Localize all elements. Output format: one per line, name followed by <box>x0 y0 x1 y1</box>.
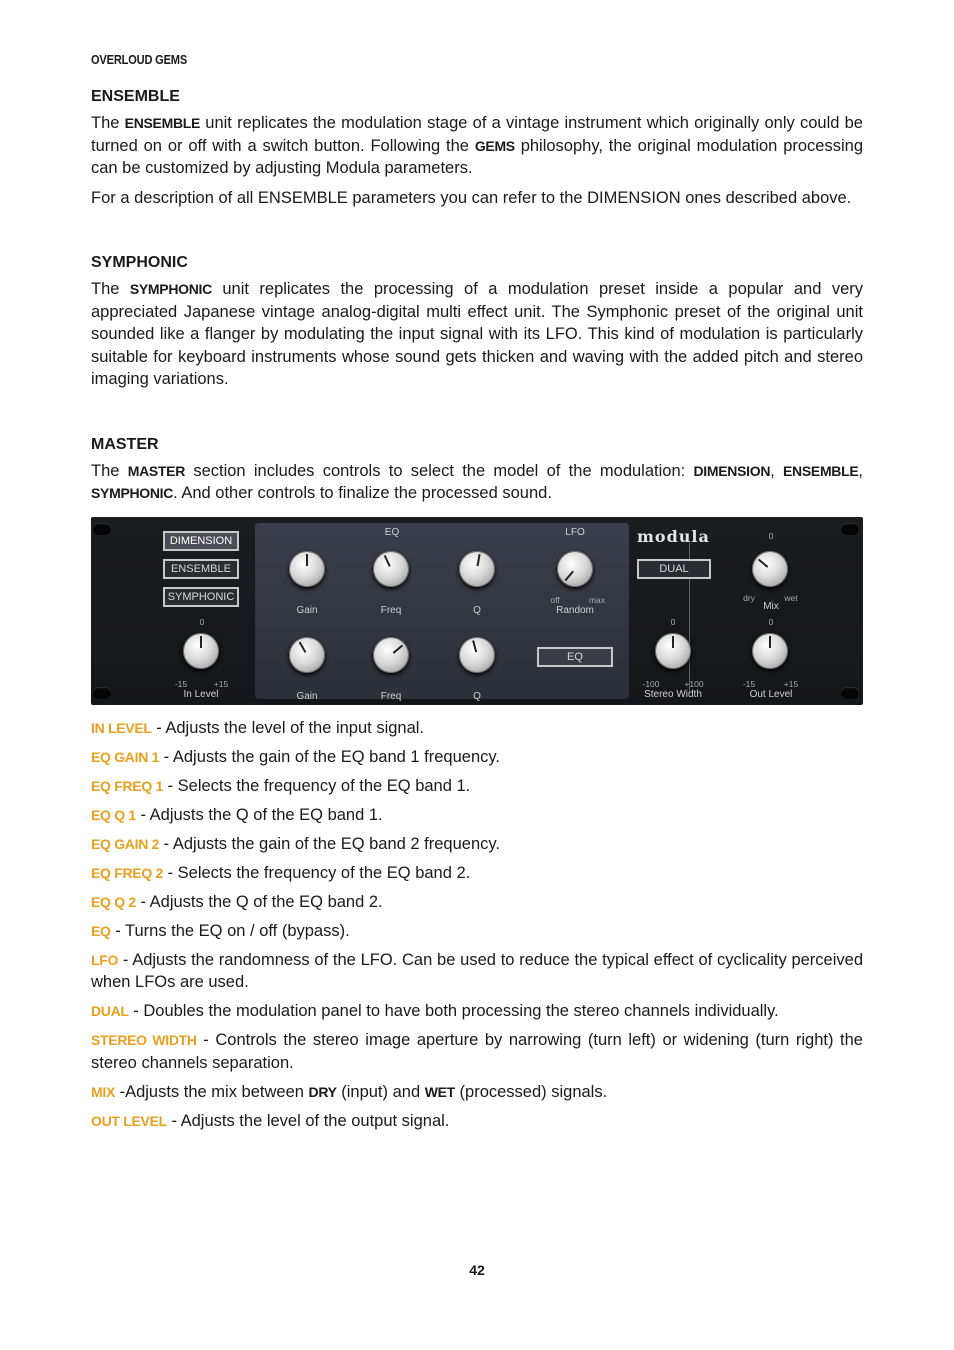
definition-item: DUAL - Doubles the modulation panel to have both processing the stereo channels individually. <box>91 1002 779 1020</box>
eq-freq-2-knob[interactable] <box>373 637 409 673</box>
definition-term: EQ Q 1 <box>91 806 136 823</box>
master-paragraph: The MASTER section includes controls to select the model of the modulation: DIMENSION, ENSEMBLE, SYMPHONIC. And other controls to finalize the processed sound. <box>91 461 863 502</box>
definition-item: STEREO WIDTH - Controls the stereo image aperture by narrowing (turn left) or widening (turn right) the stereo channels separation. <box>91 1031 863 1072</box>
definition-term: EQ <box>91 922 111 939</box>
eq-q-1-knob[interactable] <box>459 551 495 587</box>
symphonic-button[interactable]: SYMPHONIC <box>163 587 239 607</box>
modula-logo: modula <box>637 526 710 546</box>
freq-label: Freq <box>380 690 402 702</box>
definition-term: MIX <box>91 1083 115 1100</box>
definition-term: EQ GAIN 2 <box>91 835 160 852</box>
definition-item: EQ Q 2 - Adjusts the Q of the EQ band 2. <box>91 892 383 911</box>
definition-item-mix: MIX -Adjusts the mix between DRY (input) and WET (processed) signals. <box>91 1082 608 1101</box>
parameter-definitions <box>91 717 863 1133</box>
dimension-button[interactable]: DIMENSION <box>163 531 239 551</box>
keyword-symphonic: SYMPHONIC <box>129 281 212 297</box>
ensemble-paragraph-2: For a description of all ENSEMBLE parameters you can refer to the DIMENSION ones described above. <box>91 188 852 207</box>
lfo-random-knob[interactable] <box>557 551 593 587</box>
eq-freq-1-knob[interactable] <box>373 551 409 587</box>
out-level-label: Out Level <box>749 688 793 700</box>
definition-term: STEREO WIDTH <box>91 1032 197 1048</box>
in-level-knob[interactable] <box>183 633 219 669</box>
definition-term: DUAL <box>91 1003 129 1019</box>
stereo-width-knob[interactable] <box>655 633 691 669</box>
definition-item: EQ Q 1 - Adjusts the Q of the EQ band 1. <box>91 805 383 824</box>
keyword-gems: GEMS <box>474 137 515 154</box>
definition-term: OUT LEVEL <box>91 1112 167 1129</box>
out-level-knob[interactable] <box>752 633 788 669</box>
mix-knob[interactable] <box>752 551 788 587</box>
definition-item: EQ - Turns the EQ on / off (bypass). <box>91 921 350 940</box>
rack-screw-icon <box>93 523 111 535</box>
eq-lfo-section: EQ LFO Gain Freq Q Gain Freq Q off max Random EQ <box>255 523 629 699</box>
ensemble-paragraph-1: The ENSEMBLE unit replicates the modulation stage of a vintage instrument which originally only could be turned on or off with a switch button. Following the GEMS philosophy, the original modulation processing can be customized by adjusting Modula parameters. <box>91 114 863 177</box>
eq-gain-2-knob[interactable] <box>289 637 325 673</box>
definition-term: EQ FREQ 2 <box>91 864 163 881</box>
in-level-label: In Level <box>183 688 219 700</box>
definition-item: EQ FREQ 1 - Selects the frequency of the EQ band 1. <box>91 776 471 795</box>
stereo-width-label: Stereo Width <box>644 688 702 700</box>
eq-title: EQ <box>384 526 400 538</box>
modula-plugin-panel: DIMENSION ENSEMBLE SYMPHONIC 0 -15 +15 In Level EQ LFO Gain Freq Q Gain Freq Q off max Random EQ modula DUAL 0 -100 +100 Stereo Width 0 dry wet Mix 0 -15 +15 Out Level <box>91 517 863 705</box>
definition-term: LFO <box>91 951 119 968</box>
eq-gain-1-knob[interactable] <box>289 551 325 587</box>
gain-label: Gain <box>296 690 318 702</box>
eq-q-2-knob[interactable] <box>459 637 495 673</box>
gain-label: Gain <box>296 604 318 616</box>
lfo-title: LFO <box>565 526 585 538</box>
master-heading: MASTER <box>91 435 159 453</box>
rack-screw-icon <box>93 687 111 699</box>
symphonic-heading: SYMPHONIC <box>91 254 188 271</box>
definition-term: EQ FREQ 1 <box>91 777 163 794</box>
q-label: Q <box>473 604 481 616</box>
rack-screw-icon <box>841 523 859 535</box>
definition-term: EQ Q 2 <box>91 893 136 910</box>
definition-item: IN LEVEL - Adjusts the level of the input signal. <box>91 718 425 737</box>
freq-label: Freq <box>380 604 402 616</box>
definition-item-out-level: OUT LEVEL - Adjusts the level of the output signal. <box>91 1111 450 1130</box>
definition-item: EQ GAIN 2 - Adjusts the gain of the EQ band 2 frequency. <box>91 834 501 853</box>
page-number: 42 <box>469 1262 485 1278</box>
dual-button[interactable]: DUAL <box>637 559 711 579</box>
ensemble-heading: ENSEMBLE <box>91 88 180 105</box>
rack-screw-icon <box>841 687 859 699</box>
definition-item: EQ FREQ 2 - Selects the frequency of the EQ band 2. <box>91 863 471 882</box>
definition-term: IN LEVEL <box>91 719 152 736</box>
q-label: Q <box>473 690 481 702</box>
definition-item: EQ GAIN 1 - Adjusts the gain of the EQ band 1 frequency. <box>91 747 501 766</box>
symphonic-paragraph: The SYMPHONIC unit replicates the processing of a modulation preset inside a popular and very appreciated Japanese vintage analog-digital multi effect unit. The Symphonic preset of the original unit sounded like a flanger by modulating the input signal with its LFO. This kind of modulation is particularly suitable for keyboard instruments whose sound gets thicken and waving with the added pitch and stereo imaging variations. <box>91 280 863 388</box>
definition-term: EQ GAIN 1 <box>91 748 160 765</box>
random-label: Random <box>556 604 594 616</box>
keyword-ensemble: ENSEMBLE <box>124 115 201 131</box>
eq-button[interactable]: EQ <box>537 647 613 667</box>
running-head: OVERLOUD GEMS <box>91 52 188 67</box>
definition-item: LFO - Adjusts the randomness of the LFO. Can be used to reduce the typical effect of cyclicality perceived when LFOs are used. <box>91 950 863 991</box>
ensemble-button[interactable]: ENSEMBLE <box>163 559 239 579</box>
mix-label: Mix <box>763 600 779 612</box>
document-page <box>91 52 863 1139</box>
